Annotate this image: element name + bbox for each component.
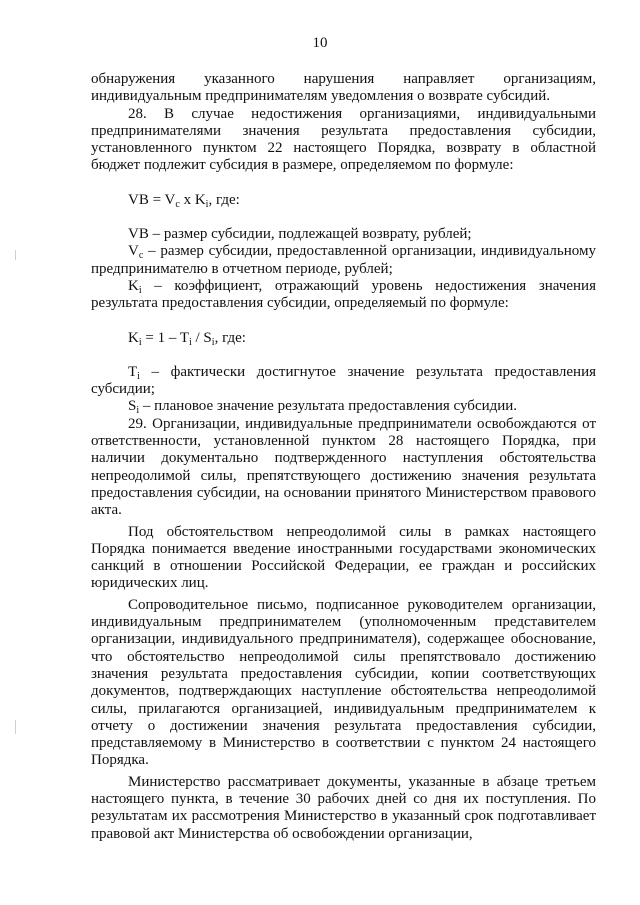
paragraph-28: 28. В случае недостижения организациями, индивидуальными предпринимателями значения результата предоставления субсидии, установленного пунктом 22 настоящего Порядка, возврату в областной бюджет подлежит субсидия в размере, определяемом по формуле: [91,105,596,174]
paragraph-29: 29. Организации, индивидуальные предприниматели освобождаются от ответственности, установленной пунктом 28 настоящего Порядка, при наличии документально подтвержденного наступления обстоятельства непреодолимой силы, препятствующего достижению значения результата предоставления субсидии, на основании принятого Министерством правового акта. [91,415,596,519]
scan-margin-mark [15,250,16,260]
formula-ki: $K_i = 1 - T_i / S_i$, где: [128,329,246,348]
definition-vb: VB – размер субсидии, подлежащей возврату, рублей; [128,226,472,243]
document-body [91,71,596,843]
definition-vc: $V_c$ – размер субсидии, предоставленной организации, индивидуальному предпринимателю в отчетном периоде, рублей; [91,243,596,277]
definition-ti: $T_i$ – фактически достигнутое значение результата предоставления субсидии; [91,363,596,398]
definition-si: $S_i$ – плановое значение результата предоставления субсидии. [128,398,518,417]
page-number: 10 [312,35,328,51]
definition-ki: $K_i$ – коэффициент, отражающий уровень недостижения значения результата предоставления субсидии, определяемый по формуле: [91,277,596,312]
paragraph-ministry-review: Министерство рассматривает документы, указанные в абзаце третьем настоящего пункта, в течение 30 рабочих дней со дня их поступления. По результатам их рассмотрения Министерство в указанный срок подготавливает правовой акт Министерства об освобождении организации, [91,773,596,842]
scan-margin-mark [15,720,16,734]
formula-vb: VB = $V_c$ x $K_i$, где: [128,191,240,210]
paragraph-cover-letter: Сопроводительное письмо, подписанное руководителем организации, индивидуальным предпринимателем (уполномоченным представителем организации, индивидуального предпринимателя), содержащее обоснование, что обстоятельство непреодолимой силы препятствовало достижению значения результата предоставления субсидии, копии соответствующих документов, подтверждающих наступление обстоятельства непреодолимой силы, прилагаются организацией, индивидуальным предпринимателем к отчету о достижении значения результата предоставления субсидии, представляемому в Министерство в соответствии с пунктом 24 настоящего Порядка. [91,596,596,769]
paragraph-continuation: обнаружения указанного нарушения направляет организациям, индивидуальным предпринимателям уведомления о возврате субсидий. [91,71,596,105]
paragraph-force-majeure: Под обстоятельством непреодолимой силы в рамках настоящего Порядка понимается введение иностранными государствами экономических санкций в отношении Российской Федерации, ее граждан и российских юридических лиц. [91,523,596,592]
